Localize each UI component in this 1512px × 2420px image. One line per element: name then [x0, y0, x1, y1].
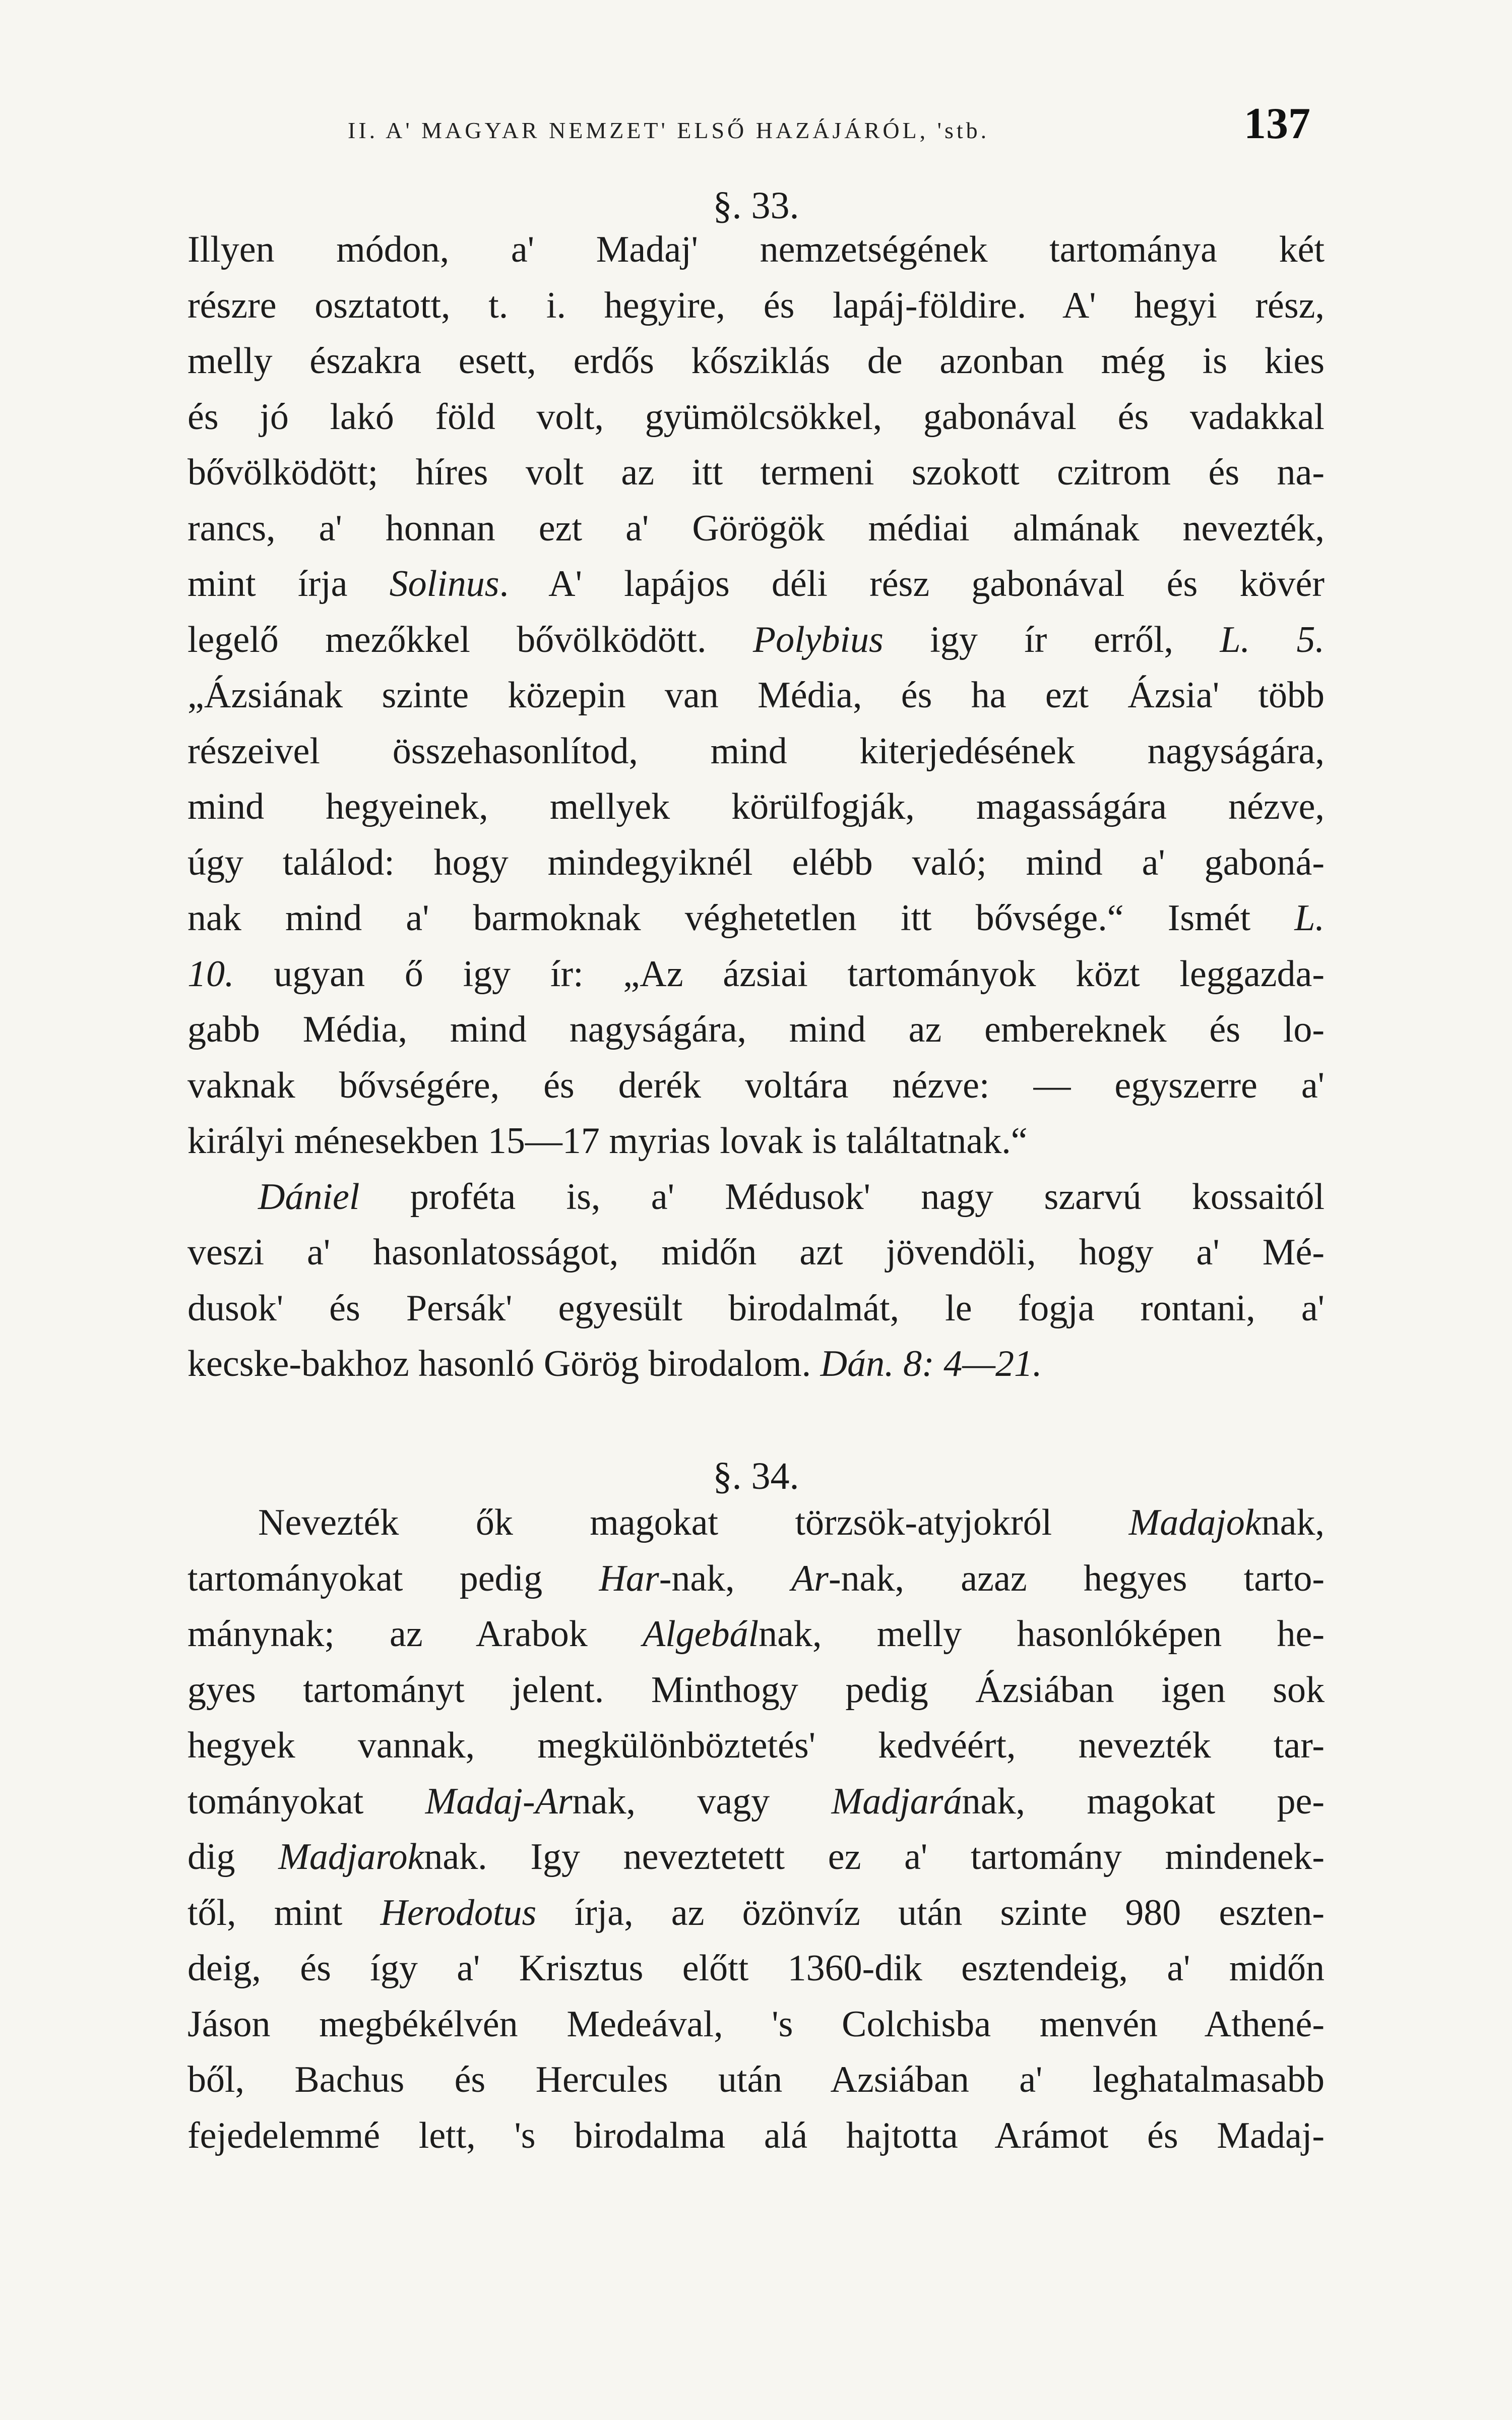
text-line: [187, 445, 1325, 501]
text-run: igy ír erről,: [883, 619, 1220, 660]
text-line: [187, 1495, 1325, 1551]
text-run: vaknak bővségére, és derék voltára nézve: — egyszerre a': [187, 1064, 1325, 1106]
italic-text: Herodotus: [380, 1892, 537, 1933]
text-line: [187, 2052, 1325, 2108]
text-line: [187, 668, 1325, 723]
italic-text: L.: [1294, 897, 1325, 939]
text-run: nak, vagy: [572, 1780, 832, 1822]
text-run: Illyen módon, a' Madaj' nemzetségének tartománya két: [187, 229, 1325, 270]
italic-text: Madaj-Ar: [425, 1780, 573, 1822]
italic-text: Madajok: [1128, 1502, 1262, 1543]
text-run: nak, melly hasonlóképen he-: [759, 1613, 1325, 1655]
text-line: [187, 1281, 1325, 1337]
text-run: dusok' és Persák' egyesült birodalmát, le fogja rontani, a': [187, 1287, 1325, 1329]
italic-text: Dán. 8: 4—21.: [820, 1343, 1042, 1384]
text-run: Jáson megbékélvén Medeával, 's Colchisba menvén Athené-: [187, 2003, 1325, 2045]
text-line: [187, 389, 1325, 445]
italic-text: Polybius: [752, 619, 884, 660]
text-run: rancs, a' honnan ezt a' Görögök médiai almának nevezték,: [187, 507, 1325, 549]
text-run: gyes tartományt jelent. Minthogy pedig Ázsiában igen sok: [187, 1669, 1325, 1711]
text-run: deig, és így a' Krisztus előtt 1360-dik esztendeig, a' midőn: [187, 1948, 1325, 1989]
text-line: [187, 1662, 1325, 1718]
page-header: [348, 98, 1310, 154]
text-line: [187, 1169, 1325, 1225]
italic-text: Dániel: [258, 1176, 360, 1218]
text-line: [187, 2108, 1325, 2164]
italic-text: Madjarok: [278, 1836, 424, 1878]
text-line: [187, 1336, 1325, 1392]
text-run: nak. Igy neveztetett ez a' tartomány mindenek-: [424, 1836, 1325, 1878]
text-run: tartományokat pedig: [187, 1557, 599, 1599]
section-heading-33: §. 33.: [713, 185, 799, 227]
text-run: mind hegyeinek, mellyek körülfogják, magasságára nézve,: [187, 786, 1325, 827]
text-run: . A' lapájos déli rész gabonával és kövér: [499, 563, 1325, 604]
text-line: [187, 946, 1325, 1002]
text-line: [187, 1996, 1325, 2052]
text-line: [187, 835, 1325, 891]
text-run: mánynak; az Arabok: [187, 1613, 643, 1655]
text-run: melly északra esett, erdős kősziklás de azonban még is kies: [187, 340, 1325, 382]
text-run: nak mind a' barmoknak véghetetlen itt bővsége.“ Ismét: [187, 897, 1295, 939]
text-run: gabb Média, mind nagyságára, mind az embereknek és lo-: [187, 1009, 1325, 1050]
text-run: től, mint: [187, 1892, 381, 1933]
text-run: királyi ménesekben 15—17 myrias lovak is találtatnak.“: [187, 1120, 1028, 1162]
text-run: ugyan ő igy ír: „Az ázsiai tartományok közt leggazda-: [234, 953, 1325, 995]
text-line: [187, 1774, 1325, 1830]
text-line: [187, 556, 1325, 612]
text-run: veszi a' hasonlatosságot, midőn azt jövendöli, hogy a' Mé-: [187, 1232, 1325, 1273]
section-heading-34: §. 34.: [713, 1455, 799, 1497]
running-head: II. A' MAGYAR NEMZET' ELSŐ HAZÁJÁRÓL, 'stb.: [348, 117, 990, 143]
text-line: [187, 1718, 1325, 1774]
text-line: [187, 890, 1325, 946]
text-line: [187, 1551, 1325, 1607]
italic-text: 10.: [187, 953, 234, 995]
text-run: írja, az özönvíz után szinte 980 eszten-: [536, 1892, 1325, 1933]
text-line: [187, 1002, 1325, 1058]
text-run: részeivel összehasonlítod, mind kiterjedésének nagyságára,: [187, 730, 1325, 772]
text-line: [187, 1885, 1325, 1941]
italic-text: Ar: [791, 1557, 829, 1599]
text-run: részre osztatott, t. i. hegyire, és lapáj-földire. A' hegyi rész,: [187, 284, 1325, 326]
text-line: [187, 501, 1325, 557]
text-line: [187, 612, 1325, 668]
text-run: -nak, azaz hegyes tarto-: [828, 1557, 1325, 1599]
text-run: dig: [187, 1836, 279, 1878]
text-line: [187, 1941, 1325, 1996]
text-run: proféta is, a' Médusok' nagy szarvú kossaitól: [359, 1176, 1325, 1218]
text-line: [187, 723, 1325, 779]
italic-text: Algebál: [642, 1613, 759, 1655]
text-run: kecske-bakhoz hasonló Görög birodalom.: [187, 1343, 821, 1384]
section-33-text: [187, 222, 1325, 1392]
italic-text: Solinus: [389, 563, 499, 604]
text-run: bővölködött; híres volt az itt termeni szokott czitrom és na-: [187, 452, 1325, 493]
text-run: „Ázsiának szinte közepin van Média, és ha ezt Ázsia' több: [187, 675, 1325, 716]
text-line: [187, 278, 1325, 334]
text-run: ből, Bachus és Hercules után Azsiában a' leghatalmasabb: [187, 2059, 1325, 2100]
text-run: nak,: [1261, 1502, 1325, 1543]
text-run: fejedelemmé lett, 's birodalma alá hajtotta Arámot és Madaj-: [187, 2114, 1325, 2156]
text-run: és jó lakó föld volt, gyümölcsökkel, gabonával és vadakkal: [187, 396, 1325, 438]
text-run: legelő mezőkkel bővölködött.: [187, 619, 753, 660]
page-number: 137: [1244, 99, 1310, 148]
text-line: [187, 333, 1325, 389]
text-run: nak, magokat pe-: [962, 1780, 1325, 1822]
text-line: [187, 1113, 1325, 1169]
text-run: tományokat: [187, 1780, 425, 1822]
text-line: [187, 1606, 1325, 1662]
section-34-text: [187, 1495, 1325, 2163]
text-run: úgy találod: hogy mindegyiknél elébb való; mind a' gaboná-: [187, 841, 1325, 883]
text-line: [187, 1829, 1325, 1885]
text-run: hegyek vannak, megkülönböztetés' kedvéért, nevezték tar-: [187, 1725, 1325, 1766]
italic-text: Har: [599, 1557, 659, 1599]
text-run: mint írja: [187, 563, 390, 604]
italic-text: L. 5.: [1220, 619, 1325, 660]
text-line: [187, 1225, 1325, 1281]
text-run: -nak,: [659, 1557, 791, 1599]
text-line: [187, 1058, 1325, 1114]
text-run: Nevezték ők magokat törzsök-atyjokról: [258, 1502, 1129, 1543]
italic-text: Madjará: [831, 1780, 962, 1822]
text-line: [187, 222, 1325, 278]
text-line: [187, 779, 1325, 835]
